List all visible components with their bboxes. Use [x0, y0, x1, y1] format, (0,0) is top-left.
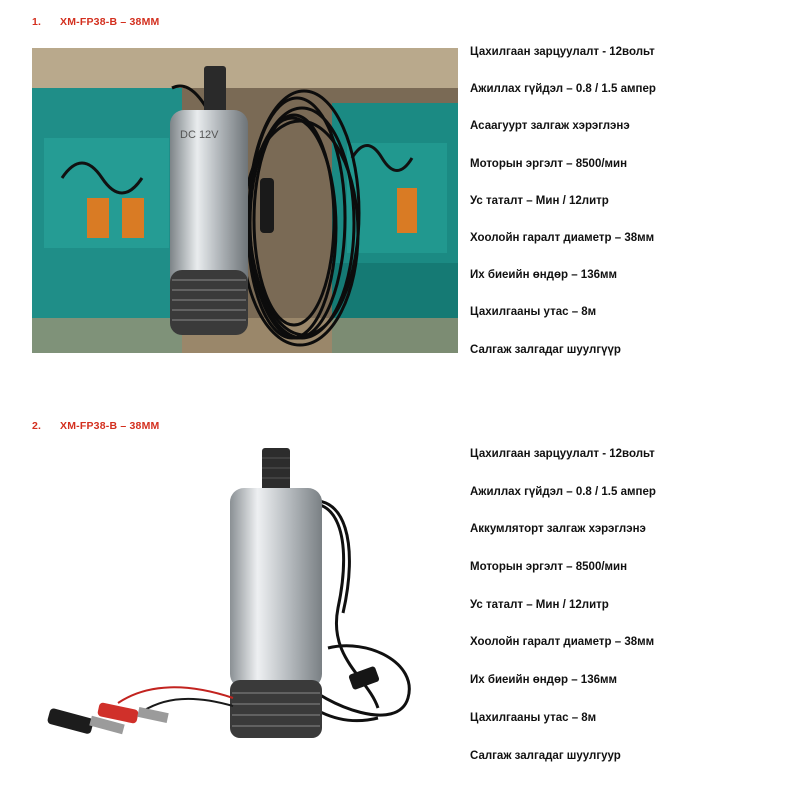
spec-item: Цахилгааны утас – 8м [470, 711, 597, 724]
pump-body [230, 448, 322, 738]
spec-item: Ажиллах гүйдэл – 0.8 / 1.5 ампер [470, 485, 656, 498]
product-2-photo [38, 448, 458, 748]
box-print-label: DC 12V [180, 129, 219, 141]
spec-item: Ажиллах гүйдэл – 0.8 / 1.5 ампер [470, 83, 656, 96]
spec-item: Хоолойн гаралт диаметр – 38мм [470, 231, 655, 244]
spec-item: Их биеийн өндөр – 136мм [470, 269, 618, 282]
spec-item: Их биеийн өндөр – 136мм [470, 674, 618, 687]
spec-item: Салгаж залгадаг шуулгуур [470, 749, 621, 762]
pump-with-boxes-image [32, 48, 458, 353]
product-2-specs [470, 447, 656, 786]
spec-item: Хоолойн гаралт диаметр – 38мм [470, 636, 655, 649]
spec-item: Моторын эргэлт – 8500/мин [470, 561, 628, 574]
product-1-photo [32, 48, 458, 353]
spec-item: Цахилгаан зарцуулалт - 12вольт [470, 46, 655, 58]
spec-item: Цахилгааны утас – 8м [470, 306, 597, 319]
fuse-holder [260, 178, 274, 233]
product-1-specs [470, 45, 656, 380]
product-1-heading [32, 16, 159, 28]
product-1-number: 1. [32, 16, 42, 28]
product-2-heading [32, 420, 159, 432]
spec-item: Цахилгаан зарцуулалт - 12вольт [470, 448, 655, 460]
spec-item: Ус таталт – Мин / 12литр [470, 194, 609, 207]
pump-with-clamps-image [38, 448, 458, 748]
spec-item: Моторын эргэлт – 8500/мин [470, 157, 628, 170]
spec-item: Салгаж залгадаг шуулгүүр [470, 343, 621, 356]
product-2-model: XM-FP38-B – 38MM [60, 420, 160, 432]
product-2-number: 2. [32, 420, 42, 432]
spec-item: Аккумляторт залгаж хэрэглэнэ [470, 523, 646, 536]
spec-item: Асаагуурт залгаж хэрэглэнэ [470, 120, 630, 133]
spec-item: Ус таталт – Мин / 12литр [470, 598, 609, 611]
product-1-model: XM-FP38-B – 38MM [60, 16, 160, 28]
